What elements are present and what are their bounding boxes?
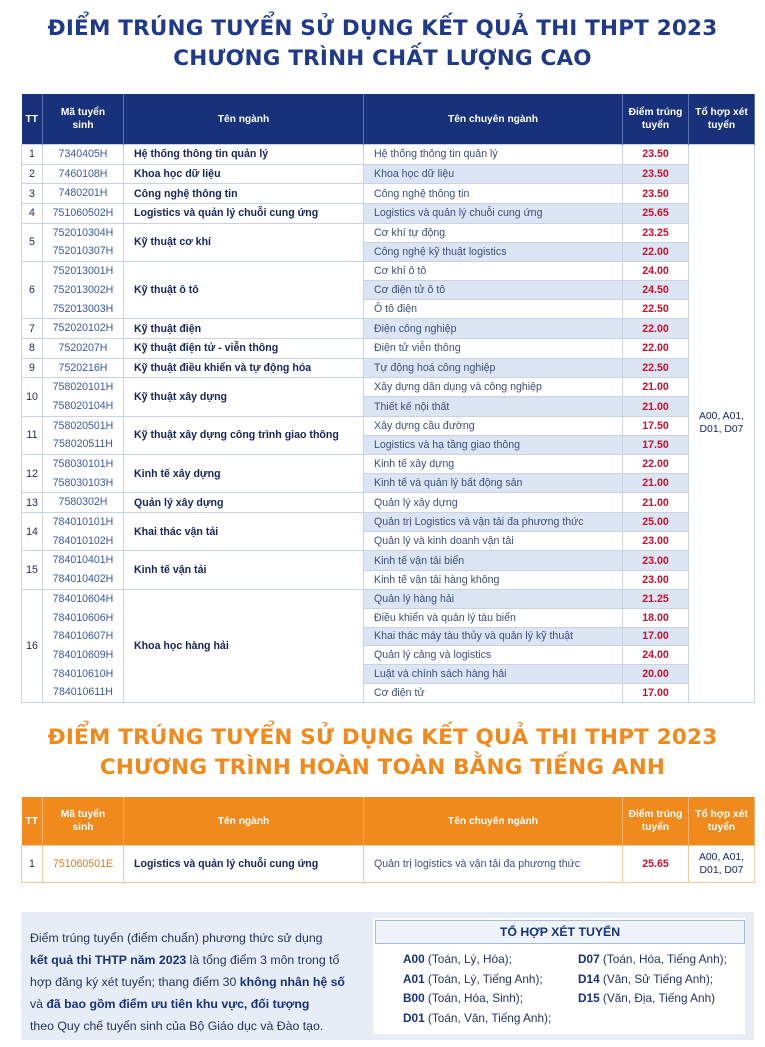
row-codes [43,164,124,184]
row-codes [43,184,124,204]
combo-item [578,972,713,986]
row-code: 758030103H [52,476,114,489]
row-nganh: Hệ thống thông tin quản lý [124,145,364,165]
table-row [22,164,755,184]
row-chuyen: Luật và chính sách hàng hải [364,665,623,684]
row-chuyen: Ô tô điện [364,300,623,319]
note-bold-1: kết quả thi THTP năm 2023 [30,953,187,967]
header-diem: Điểm trúng tuyển [623,94,689,145]
row-nganh: Kỹ thuật xây dựng công trình giao thông [124,416,364,454]
row-score: 24.50 [623,281,689,300]
row-tt: 13 [22,493,43,513]
row-tt: 8 [22,338,43,358]
table-row [22,223,755,242]
row-code: 7580302H [58,496,108,509]
row-score: 24.00 [623,646,689,665]
table-row [22,513,755,532]
row-code: 752013003H [52,302,114,315]
header2-nganh: Tên ngành [124,797,364,846]
row-codes [43,262,124,319]
row-code: 758020101H [52,381,114,394]
table-header-row [22,94,755,145]
row-score: 21.00 [623,493,689,513]
row-chuyen: Xây dựng cầu đường [364,416,623,435]
row-nganh: Kỹ thuật cơ khí [124,223,364,261]
combo-desc: (Toán, Văn, Tiếng Anh); [424,1010,552,1025]
row-chuyen: Công nghệ thông tin [364,184,623,204]
row-code: 752010307H [52,245,114,258]
row-chuyen: Công nghệ kỹ thuật logistics [364,242,623,261]
row-code: 784010402H [52,573,114,586]
row-code: 784010606H [52,611,114,624]
combo-code: D15 [578,991,600,1005]
row-codes [43,378,124,416]
table-row [22,358,755,378]
table-row [22,846,755,883]
row-nganh: Công nghệ thông tin [124,184,364,204]
row-score: 23.00 [623,532,689,551]
row-nganh: Khai thác vận tải [124,513,364,551]
combo-title: TỔ HỢP XÉT TUYỂN [375,920,745,944]
row-chuyen: Cơ khí tự động [364,223,623,242]
header-tohop: Tổ hợp xét tuyển [689,94,755,145]
row-code: 784010611H [53,686,113,699]
row-tt: 1 [22,145,43,165]
header2-chuyen: Tên chuyên ngành [364,797,623,846]
row-codes [43,589,124,702]
row-chuyen: Quản lý và kinh doanh vận tải [364,532,623,551]
row-score: 23.50 [623,164,689,184]
combo-desc: (Toán, Lý, Tiếng Anh); [424,971,543,986]
note-bold-3: đã bao gồm điểm ưu tiên khu vực, đối tượng [46,997,310,1011]
row-code: 784010101H [52,516,114,529]
row-code: 758030101H [52,458,114,470]
row-chuyen: Kinh tế và quản lý bất động sản [364,474,623,493]
row-code: 7340405H [58,148,108,160]
row-tt: 14 [22,513,43,551]
row-score: 23.00 [623,551,689,570]
row-chuyen: Khoa học dữ liệu [364,164,623,184]
table2-header-row [22,797,755,846]
row-code: 758020511H [53,438,113,451]
header2-diem: Điểm trúng tuyển [623,797,689,846]
row-tt: 1 [22,846,43,883]
row-score: 18.00 [623,608,689,627]
row-score: 22.00 [623,319,689,339]
row-score: 17.00 [623,684,689,703]
row-codes [43,493,124,513]
row-nganh: Kỹ thuật điện tử - viễn thông [124,338,364,358]
table-row [22,338,755,358]
row-block: A00, A01, D01, D07 [689,846,755,883]
row-score: 21.00 [623,474,689,493]
header2-tohop: Tổ hợp xét tuyển [689,797,755,846]
row-tt: 10 [22,378,43,416]
title2-line-2: CHƯƠNG TRÌNH HOÀN TOÀN BẰNG TIẾNG ANH [99,755,666,780]
table-row [22,378,755,397]
row-codes [43,319,124,339]
row-code: 752013001H [52,265,114,278]
row-chuyen: Kinh tế vận tải hàng không [364,570,623,589]
row-nganh: Kỹ thuật xây dựng [124,378,364,416]
footer-panel [21,912,754,1040]
row-score: 21.00 [623,378,689,397]
row-codes [43,145,124,165]
table-row [22,493,755,513]
note-text-4: theo Quy chế tuyển sinh của Bộ Giáo dục và Đào tạo. [30,1019,324,1033]
row-code: 7520216H [58,361,108,374]
combo-desc: (Toán, Hóa, Sinh); [424,991,524,1005]
row-tt: 3 [22,184,43,204]
row-codes [43,416,124,454]
row-codes [43,338,124,358]
row-chuyen: Quản trị logistics và vận tải đa phương thức [364,846,623,883]
row-tt: 5 [22,223,43,261]
row-tt: 11 [22,416,43,454]
row-tt: 15 [22,551,43,589]
row-nganh: Khoa học dữ liệu [124,164,364,184]
page-title-high-quality [0,14,765,74]
combo-item [403,972,543,986]
combo-code: D07 [578,952,600,966]
row-chuyen: Khai thác máy tàu thủy và quản lý kỹ thuật [364,627,623,646]
header2-tt: TT [22,797,43,846]
row-nganh: Logistics và quản lý chuỗi cung ứng [124,204,364,224]
row-chuyen: Cơ điện tử ô tô [364,281,623,300]
row-tt: 16 [22,589,43,702]
combo-code: B00 [403,991,425,1005]
row-chuyen: Điện tử viễn thông [364,338,623,358]
row-nganh: Kinh tế vận tải [124,551,364,589]
header-tt: TT [22,94,43,145]
row-score: 25.65 [623,846,689,883]
combo-item [578,991,715,1005]
row-code: 784010102H [52,534,114,547]
row-score: 23.50 [623,184,689,204]
row-code: 7480201H [58,187,108,200]
row-score: 23.25 [623,223,689,242]
row-chuyen: Cơ khí ô tô [364,262,623,281]
row-chuyen: Quản lý hàng hải [364,589,623,608]
row-tt: 7 [22,319,43,339]
row-code: 758020104H [52,399,114,412]
row-tt: 12 [22,455,43,493]
row-score: 22.50 [623,300,689,319]
row-codes [43,455,124,493]
header-chuyen: Tên chuyên ngành [364,94,623,145]
row-chuyen: Thiết kế nội thất [364,397,623,416]
row-chuyen: Quản lý cảng và logistics [364,646,623,665]
row-chuyen: Logistics và hạ tầng giao thông [364,435,623,454]
table-row [22,416,755,435]
row-code: 784010609H [52,648,114,661]
row-codes [43,551,124,589]
row-score: 23.50 [623,145,689,165]
row-chuyen: Cơ điện tử [364,684,623,703]
row-score: 17.50 [623,435,689,454]
row-codes [43,204,124,224]
row-code: 784010401H [52,554,114,567]
table-row [22,204,755,224]
header-ma: Mã tuyển sinh [43,94,124,145]
row-score: 22.00 [623,338,689,358]
row-score: 22.00 [623,242,689,261]
combo-item [403,991,523,1005]
row-block [689,145,755,703]
row-chuyen: Kinh tế xây dựng [364,455,623,474]
combo-desc: (Văn, Sử Tiếng Anh); [599,971,714,986]
row-code: 752020102H [52,322,114,335]
row-chuyen: Kinh tế vận tải biển [364,551,623,570]
table-row [22,551,755,570]
table-row [22,184,755,204]
row-score: 25.65 [623,204,689,224]
header-nganh: Tên ngành [124,94,364,145]
row-chuyen: Xây dựng dân dụng và công nghiệp [364,378,623,397]
row-codes [43,223,124,261]
row-tt: 9 [22,358,43,378]
row-chuyen: Điều khiển và quản lý tàu biển [364,608,623,627]
combo-box [373,918,745,1034]
table-row [22,319,755,339]
combo-item [403,952,512,966]
high-quality-score-table [21,94,755,703]
header2-ma: Mã tuyển sinh [43,797,124,846]
combo-desc: (Toán, Lý, Hóa); [424,952,512,966]
row-nganh: Kỹ thuật điều khiển và tự động hóa [124,358,364,378]
combo-code: D14 [578,971,600,986]
score-note [30,927,360,1037]
row-chuyen: Logistics và quản lý chuỗi cung ứng [364,204,623,224]
row-score: 23.00 [623,570,689,589]
combo-code: A00 [403,952,425,966]
table-row [22,589,755,608]
page-title-english [0,723,765,783]
row-code: 7520207H [58,341,108,354]
row-score: 17.50 [623,416,689,435]
row-score: 24.00 [623,262,689,281]
row-score: 20.00 [623,665,689,684]
note-text-2: là tổng điểm 3 môn trong tổ hợp đăng ký xét tuyển; thang điểm 30 [30,953,340,989]
row-nganh: Kỹ thuật ô tô [124,262,364,319]
row-score: 21.00 [623,397,689,416]
note-bold-2: không nhân hệ số [239,975,345,989]
table-body [22,145,755,703]
row-tt: 2 [22,164,43,184]
row-code: 7460108H [58,167,108,180]
row-score: 25.00 [623,513,689,532]
row-nganh: Kỹ thuật điện [124,319,364,339]
table-row [22,455,755,474]
block-text: A00, A01, D01, D07 [698,411,745,436]
row-code: 784010607H [52,630,114,643]
combo-desc: (Toán, Hóa, Tiếng Anh); [599,952,727,966]
row-score: 21.25 [623,589,689,608]
combo-code: A01 [403,971,425,986]
row-nganh: Quản lý xây dựng [124,493,364,513]
title-line-2: CHƯƠNG TRÌNH CHẤT LƯỢNG CAO [173,46,592,71]
row-nganh: Khoa học hàng hải [124,589,364,702]
row-codes [43,513,124,551]
title-line-1: ĐIỂM TRÚNG TUYỂN SỬ DỤNG KẾT QUẢ THI THPT 2023 [47,16,718,41]
row-chuyen: Điện công nghiệp [364,319,623,339]
row-nganh: Kinh tế xây dựng [124,455,364,493]
row-score: 22.00 [623,455,689,474]
row-chuyen: Tự động hoá công nghiệp [364,358,623,378]
row-score: 22.50 [623,358,689,378]
row-codes [43,358,124,378]
row-chuyen: Quản lý xây dựng [364,493,623,513]
row-tt: 4 [22,204,43,224]
row-chuyen: Quản trị Logistics và vận tải đa phương thức [364,513,623,532]
table-row [22,262,755,281]
combo-code: D01 [403,1010,425,1025]
combo-item [403,1011,551,1025]
row-score: 17.00 [623,627,689,646]
row-code: 784010604H [52,592,114,605]
row-code: 758020501H [52,419,114,432]
note-text-1: Điểm trúng tuyển (điểm chuẩn) phương thức sử dụng [30,931,323,945]
table-row [22,145,755,165]
combo-desc: (Văn, Địa, Tiếng Anh) [599,991,716,1005]
row-code: 751060501E [43,846,124,883]
row-chuyen: Hệ thống thông tin quản lý [364,145,623,165]
row-code: 784010610H [52,667,114,680]
row-nganh: Logistics và quản lý chuỗi cung ứng [124,846,364,883]
english-program-score-table [21,797,755,883]
note-text-3: và [30,997,47,1011]
row-tt: 6 [22,262,43,319]
row-code: 752010304H [52,226,114,239]
row-code: 751060502H [52,207,114,220]
title2-line-1: ĐIỂM TRÚNG TUYỂN SỬ DỤNG KẾT QUẢ THI THPT 2023 [47,725,718,750]
combo-item [578,952,727,966]
row-code: 752013002H [52,283,114,296]
